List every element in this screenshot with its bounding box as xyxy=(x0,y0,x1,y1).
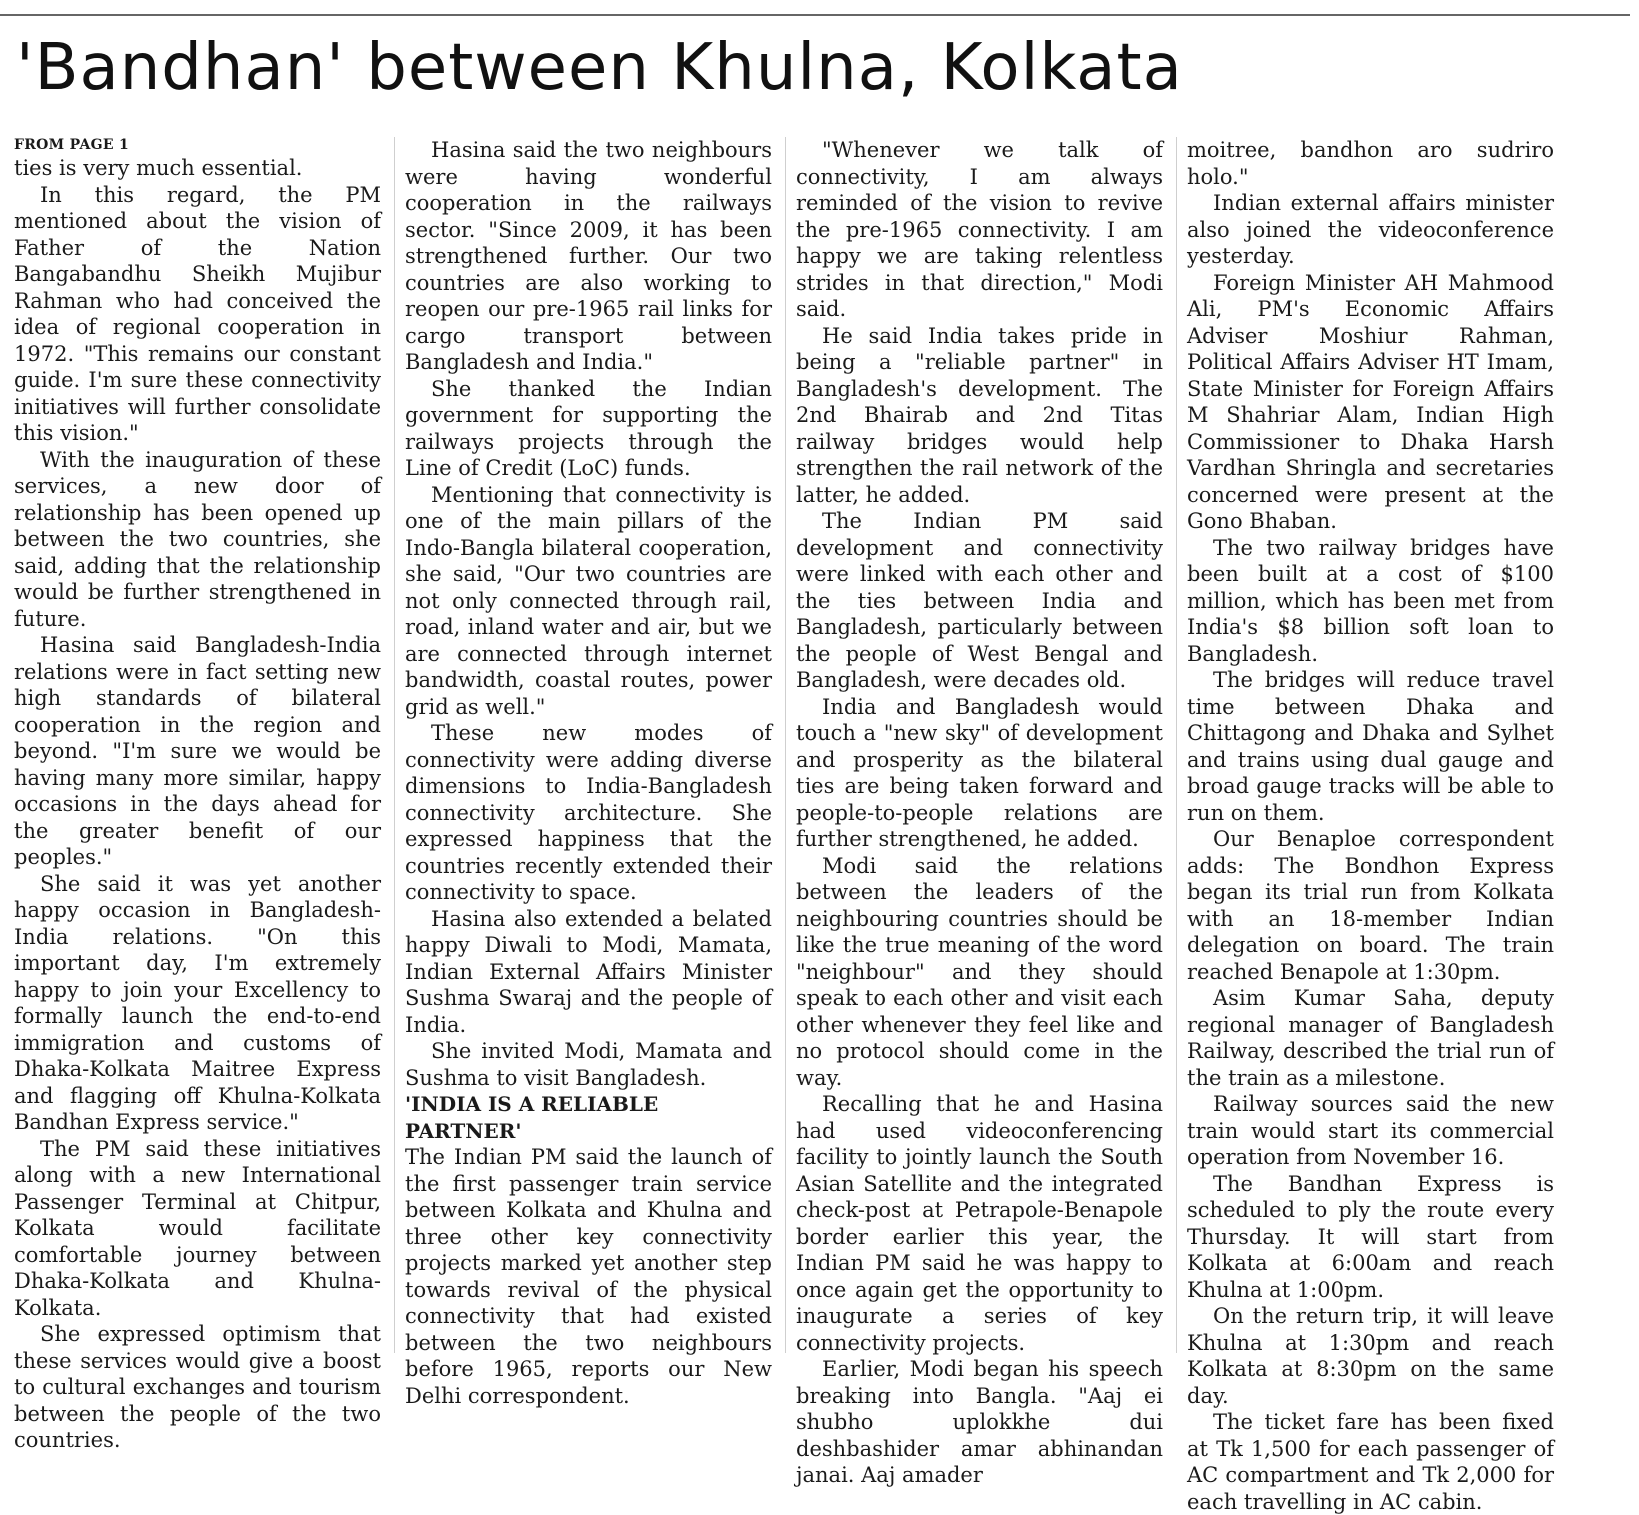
headline: 'Bandhan' between Khulna, Kolkata xyxy=(16,31,1183,105)
paragraph: "Whenever we talk of connectivity, I am always reminded of the vision to revive the pre-1965 connectivity. I am happy we are taking relentless strides in that direction," Modi said. xyxy=(796,138,1163,321)
paragraph: Earlier, Modi began his speech breaking into Bangla. "Aaj ei shubho uplokkhe dui deshbashider amar abhinandan janai. Aaj amader xyxy=(796,1357,1163,1487)
paragraph: Railway sources said the new train would start its commercial operation from November 16. xyxy=(1187,1092,1554,1169)
column-4 xyxy=(1187,137,1554,1514)
paragraph: Our Benaploe correspondent adds: The Bondhon Express began its trial run from Kolkata with an 18-member Indian delegation on board. The train reached Benapole at 1:30pm. xyxy=(1187,827,1554,984)
paragraph: Modi said the relations between the leaders of the neighbouring countries should be like the true meaning of the word "neighbour" and they should speak to each other and visit each other whenever they feel like and no protocol should come in the way. xyxy=(796,853,1163,1090)
paragraph: He said India takes pride in being a "reliable partner" in Bangladesh's development. The 2nd Bhairab and 2nd Titas railway bridges would help strengthen the rail network of the latter, he added. xyxy=(796,323,1163,507)
paragraph: moitree, bandhon aro sudriro holo." xyxy=(1187,138,1554,189)
paragraph: She invited Modi, Mamata and Sushma to visit Bangladesh. xyxy=(405,1039,772,1090)
paragraph: Mentioning that connectivity is one of the main pillars of the Indo-Bangla bilateral cooperation, she said, "Our two countries are not only connected through rail, road, inland water and air, but we are connected through internet bandwidth, coastal routes, power grid as well." xyxy=(405,482,772,719)
dateline: FROM PAGE 1 xyxy=(14,137,130,153)
column-divider xyxy=(1176,137,1177,1353)
paragraph: The ticket fare has been fixed at Tk 1,500 for each passenger of AC compartment and Tk 2,000 for each travelling in AC cabin. xyxy=(1187,1410,1554,1514)
paragraph: She thanked the Indian government for supporting the railways projects through the Line of Credit (LoC) funds. xyxy=(405,376,772,480)
paragraph: The two railway bridges have been built at a cost of $100 million, which has been met from India's $8 billion soft loan to Bangladesh. xyxy=(1187,535,1554,666)
paragraph: Asim Kumar Saha, deputy regional manager of Bangladesh Railway, described the trial run of the train as a milestone. xyxy=(1187,986,1554,1090)
column-2 xyxy=(405,137,772,1408)
paragraph: The Indian PM said the launch of the first passenger train service between Kolkata and Khulna and three other key connectivity projects marked yet another step towards revival of the physical connectivity that had existed between the two neighbours before 1965, reports our New Delhi correspondent. xyxy=(405,1145,772,1408)
paragraph: Hasina said the two neighbours were having wonderful cooperation in the railways sector. "Since 2009, it has been strengthened further. Our two countries are also working to reopen our pre-1965 rail links for cargo transport between Bangladesh and India." xyxy=(405,138,772,374)
paragraph: On the return trip, it will leave Khulna at 1:30pm and reach Kolkata at 8:30pm on the same day. xyxy=(1187,1304,1554,1408)
column-3 xyxy=(796,137,1163,1487)
paragraph: In this regard, the PM mentioned about the vision of Father of the Nation Bangabandhu Sheikh Mujibur Rahman who had conceived the idea of regional cooperation in 1972. "This remains our constant guide. I'm sure these connectivity initiatives will further consolidate this vision." xyxy=(14,182,381,445)
paragraph: Hasina also extended a belated happy Diwali to Modi, Mamata, Indian External Affairs Minister Sushma Swaraj and the people of India. xyxy=(405,906,772,1037)
paragraph: Recalling that he and Hasina had used videoconferencing facility to jointly launch the South Asian Satellite and the integrated check-post at Petrapole-Benapole border earlier this year, the Indian PM said he was happy to once again get the opportunity to inaugurate a series of key connectivity projects. xyxy=(796,1092,1163,1355)
paragraph: Indian external affairs minister also joined the videoconference yesterday. xyxy=(1187,191,1554,268)
paragraph: The PM said these initiatives along with a new International Passenger Terminal at Chitpur, Kolkata would facilitate comfortable journey between Dhaka-Kolkata and Khulna-Kolkata. xyxy=(14,1136,381,1320)
top-rule xyxy=(0,14,1630,16)
paragraph: The Indian PM said development and connectivity were linked with each other and the ties between India and Bangladesh, particularly between the people of West Bengal and Bangladesh, were decades old. xyxy=(796,509,1163,692)
paragraph: The Bandhan Express is scheduled to ply the route every Thursday. It will start from Kolkata at 6:00am and reach Khulna at 1:00pm. xyxy=(1187,1171,1554,1302)
paragraph: India and Bangladesh would touch a "new sky" of development and prosperity as the bilateral ties are being taken forward and people-to-people relations are further strengthened, he added. xyxy=(796,694,1163,851)
paragraph: She said it was yet another happy occasion in Bangladesh-India relations. "On this important day, I'm extremely happy to join your Excellency to formally launch the end-to-end immigration and customs of Dhaka-Kolkata Maitree Express and flagging off Khulna-Kolkata Bandhan Express service." xyxy=(14,871,381,1134)
paragraph: These new modes of connectivity were adding diverse dimensions to India-Bangladesh connectivity architecture. She expressed happiness that the countries recently extended their connectivity to space. xyxy=(405,721,772,904)
column-divider xyxy=(394,137,395,1353)
paragraph: Hasina said Bangladesh-India relations were in fact setting new high standards of bilateral cooperation in the region and beyond. "I'm sure we would be having many more similar, happy occasions in the days ahead for the greater benefit of our peoples." xyxy=(14,633,381,869)
paragraph: Foreign Minister AH Mahmood Ali, PM's Economic Affairs Adviser Moshiur Rahman, Political Affairs Adviser HT Imam, State Minister for Foreign Affairs M Shahriar Alam, Indian High Commissioner to Dhaka Harsh Vardhan Shringla and secretaries concerned were present at the Gono Bhaban. xyxy=(1187,270,1554,533)
paragraph: The bridges will reduce travel time between Dhaka and Chittagong and Dhaka and Sylhet and trains using dual gauge and broad gauge tracks will be able to run on them. xyxy=(1187,668,1554,825)
subheading: 'INDIA IS A RELIABLE PARTNER' xyxy=(405,1092,659,1143)
column-1 xyxy=(14,137,381,1452)
paragraph: She expressed optimism that these services would give a boost to cultural exchanges and tourism between the people of the two countries. xyxy=(14,1322,381,1452)
column-divider xyxy=(785,137,786,1353)
paragraph: ties is very much essential. xyxy=(14,156,303,180)
article-body xyxy=(14,137,1626,1514)
paragraph: With the inauguration of these services, a new door of relationship has been opened up between the two countries, she said, adding that the relationship would be further strengthened in future. xyxy=(14,447,381,631)
